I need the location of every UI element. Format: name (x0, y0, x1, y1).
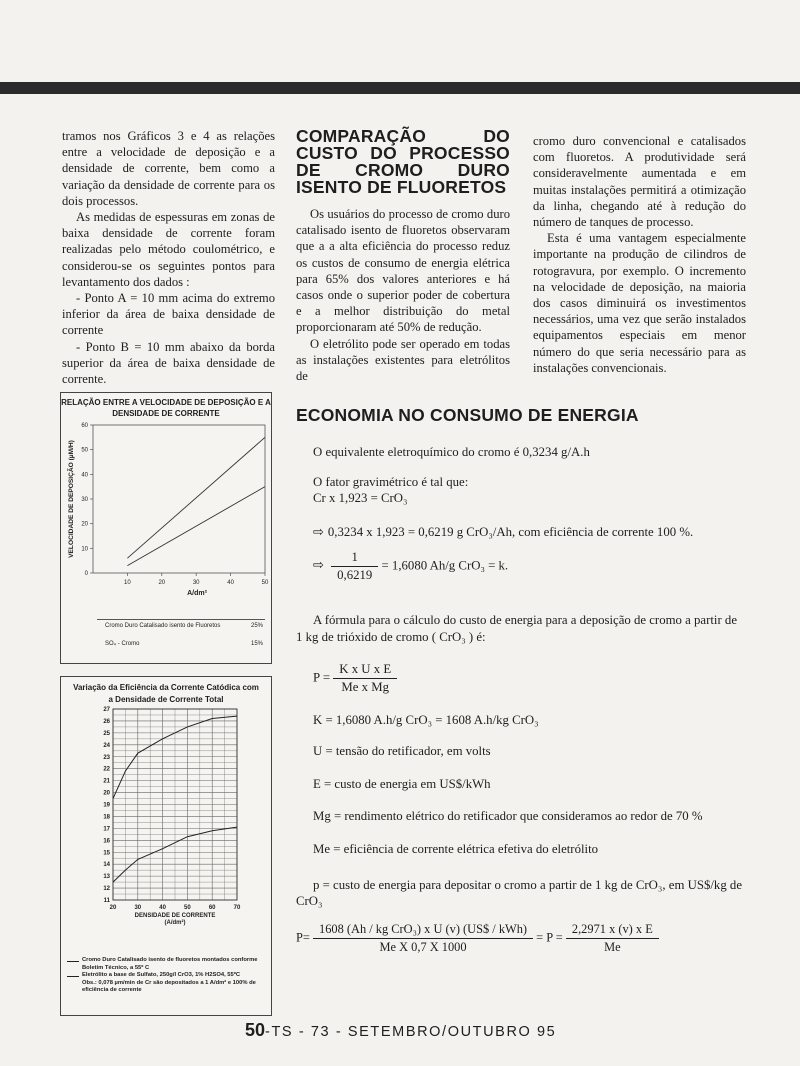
equation-line: Cr x 1,923 = CrO₃ (313, 491, 408, 505)
legend-series-name: SO₄ - Cromo (105, 641, 140, 647)
left-column (62, 128, 275, 387)
arrow-icon: ⇨ (313, 558, 324, 574)
y-axis-label: VELOCIDADE DE DEPOSIÇÃO (µM/H) (68, 440, 75, 558)
definition-e: E = custo de energia em US$/kWh (313, 777, 491, 791)
formula-final (296, 922, 659, 955)
fraction (331, 550, 378, 583)
arrow-icon: ⇨ (313, 525, 324, 540)
y-tick-label: 50 (81, 447, 88, 454)
legend-series-name: Cromo Duro Catalisado isento de fluoretos montados conforme Boletim Técnico, a 55º C (82, 957, 258, 971)
x-tick-label: 60 (208, 905, 216, 911)
top-rule (0, 82, 800, 94)
formula-p (313, 662, 397, 695)
formula-intro: A fórmula para o cálculo do custo de energia para a deposição de cromo a partir de 1 kg de trióxido de cromo ( CrO₃ ) é: (296, 613, 738, 644)
y-tick-label: 27 (103, 707, 110, 713)
legend-entry (97, 619, 265, 638)
x-tick-label: 40 (227, 580, 234, 586)
middle-paragraph: O eletrólito pode ser operado em todas as instalações existentes para eletrólitos de (296, 336, 510, 384)
formula-label: P= (296, 930, 310, 945)
left-paragraph: - Ponto A = 10 mm acima do extremo inferior da área de baixa densidade de corrente (62, 291, 275, 338)
left-paragraph: - Ponto B = 10 mm abaixo da borda superior da área de baixa densidade de corrente. (62, 339, 275, 387)
legend-series-name: Cromo Duro Catalisado isento de Fluoretos (105, 623, 221, 629)
legend-series-value: 15% (250, 641, 263, 647)
y-tick-label: 21 (103, 778, 110, 785)
y-tick-label: 16 (103, 838, 110, 845)
formula-equals: = P = (536, 930, 563, 945)
definition-u: U = tensão do retificador, em volts (313, 744, 491, 758)
fraction-denominator: 0,6219 (337, 568, 373, 582)
equation-line (313, 525, 693, 540)
chart-svg (61, 417, 271, 617)
fraction-numerator: 2,2971 x (v) x E (566, 922, 659, 939)
y-tick-label: 26 (103, 718, 110, 725)
fraction (313, 922, 533, 955)
x-axis-label: DENSIDADE DE CORRENTE (134, 913, 216, 919)
series-line (127, 437, 265, 558)
equation-line: O equivalente eletroquímico do cromo é 0,3234 g/A.h (313, 445, 590, 459)
x-tick-label: 50 (261, 580, 269, 586)
x-axis-label: A/dm² (187, 590, 207, 597)
y-tick-label: 10 (81, 546, 88, 553)
equation-line: O fator gravimétrico é tal que: (313, 475, 469, 489)
x-tick-label: 30 (192, 580, 200, 586)
y-tick-label: 25 (103, 730, 110, 737)
legend-entry (67, 957, 265, 972)
y-tick-label: 0 (84, 571, 88, 577)
y-tick-label: 19 (103, 802, 110, 809)
left-paragraph: tramos nos Gráficos 3 e 4 as relações entre a velocidade de deposição e a densidade de corrente, bem como a variação da densidade de corrente para os dois processos. (62, 129, 275, 208)
x-tick-label: 40 (159, 905, 166, 911)
x-tick-label: 10 (124, 580, 131, 586)
equation-text: = 1,6080 Ah/g CrO₃ = k. (381, 558, 509, 573)
equation-text: 0,3234 x 1,923 = 0,6219 g CrO₃/Ah, com eficiência de corrente 100 %. (327, 525, 694, 539)
fraction-denominator: Me (604, 940, 621, 954)
y-tick-label: 22 (103, 766, 110, 773)
chart-legend (67, 957, 265, 995)
page-number: 50 (245, 1020, 266, 1040)
plot-frame (93, 425, 265, 573)
legend-entry (67, 972, 265, 980)
x-axis-label: (A/dm²) (164, 920, 186, 926)
middle-column (296, 128, 510, 384)
y-tick-label: 23 (103, 754, 110, 761)
y-tick-label: 12 (103, 886, 110, 893)
x-tick-label: 50 (184, 905, 191, 911)
chart-note: Obs.: 0,078 µm/min de Cr são depositados a 1 A/dm² e 100% de eficiência de corrente (82, 979, 256, 993)
y-tick-label: 30 (81, 497, 88, 503)
fraction-denominator: Me X 0,7 X 1000 (379, 940, 467, 954)
y-tick-label: 13 (103, 874, 110, 881)
middle-paragraph: Os usuários do processo de cromo duro catalisado isento de fluoretos observaram que a a alta eficiência do processo reduz os custos de consumo de energia elétrica para 65% dos valores anteriores e há casos onde o superior poder de cobertura e a melhor distribuição do metal proporcionaram até 50% de redução. (296, 207, 510, 335)
x-tick-label: 30 (134, 905, 142, 911)
fraction-numerator: 1608 (Ah / kg CrO₃) x U (v) (US$ / kWh) (313, 922, 533, 939)
fraction (566, 922, 659, 955)
series-line (127, 487, 265, 566)
section-heading: ECONOMIA NO CONSUMO DE ENERGIA (296, 405, 639, 425)
legend-entry (97, 640, 265, 650)
chart-title: Variação da Eficiência da Corrente Catódica com a Densidade de Corrente Total (73, 683, 259, 704)
section-heading: COMPARAÇÃO DO CUSTO DO PROCESSO DE CROMO DURO ISENTO DE FLUORETOS (296, 126, 510, 197)
legend-series-name: Eletrólito a base de Sulfato, 250g/l CrO3, 1% H2SO4, 55ºC (82, 972, 241, 978)
y-tick-label: 20 (103, 790, 110, 797)
fraction-numerator: 1 (331, 550, 378, 567)
left-paragraph: As medidas de espessuras em zonas de baixa densidade de corrente foram realizadas pelo método coulométrico, e considerou-se os seguintes pontos para levantamento dos dados : (62, 210, 275, 289)
page-footer (245, 1020, 556, 1041)
fraction-numerator: K x U x E (333, 662, 397, 679)
x-tick-label: 70 (233, 905, 241, 911)
y-tick-label: 14 (103, 862, 110, 869)
definition-mg: Mg = rendimento elétrico do retificador que consideramos ao redor de 70 % (313, 809, 703, 823)
chart-svg (61, 705, 271, 967)
footer-text: -TS - 73 - SETEMBRO/OUTUBRO 95 (265, 1024, 557, 1040)
y-tick-label: 15 (103, 850, 110, 857)
definition-k: K = 1,6080 A.h/g CrO₃ = 1608 A.h/kg CrO₃ (313, 713, 539, 727)
figure-cathode-efficiency (60, 676, 272, 1016)
y-tick-label: 18 (103, 814, 110, 821)
right-paragraph: Esta é uma vantagem especialmente importante na produção de cilindros de rotogravura, por exemplo. O incremento na velocidade de deposição, na maioria dos casos diminuirá os investimentos necessários, uma vez que serão instalados equipamentos especiais em menor número do que seria necessário para as instalações convencionais. (533, 231, 746, 375)
fraction (333, 662, 397, 695)
definition-me: Me = eficiência de corrente elétrica efetiva do eletrólito (313, 842, 599, 856)
y-tick-label: 40 (81, 472, 88, 479)
formula-label: P = (313, 670, 331, 685)
right-paragraph: cromo duro convencional e catalisados com fluoretos. A produtividade será consideravelmente aumentada e em muitas instalações permitirá a otimização da linha, chegando até à redução do número de tanques de processo. (533, 134, 746, 230)
definition-p: p = custo de energia para depositar o cromo a partir de 1 kg de CrO₃, em US$/kg de CrO₃ (296, 878, 742, 908)
chart-title: RELAÇÃO ENTRE A VELOCIDADE DE DEPOSIÇÃO E A DENSIDADE DE CORRENTE (61, 398, 271, 418)
y-tick-label: 20 (81, 521, 88, 528)
legend-series-value: 25% (250, 623, 263, 629)
x-tick-label: 20 (109, 905, 117, 911)
y-tick-label: 60 (81, 423, 88, 429)
right-column (533, 133, 746, 376)
fraction-denominator: Me x Mg (341, 680, 390, 694)
equation-line (313, 550, 508, 583)
y-tick-label: 17 (103, 826, 110, 833)
y-tick-label: 11 (103, 898, 110, 904)
chart-legend (97, 619, 265, 650)
y-tick-label: 24 (103, 742, 110, 749)
x-tick-label: 20 (158, 580, 166, 586)
figure-deposition-rate (60, 392, 272, 664)
